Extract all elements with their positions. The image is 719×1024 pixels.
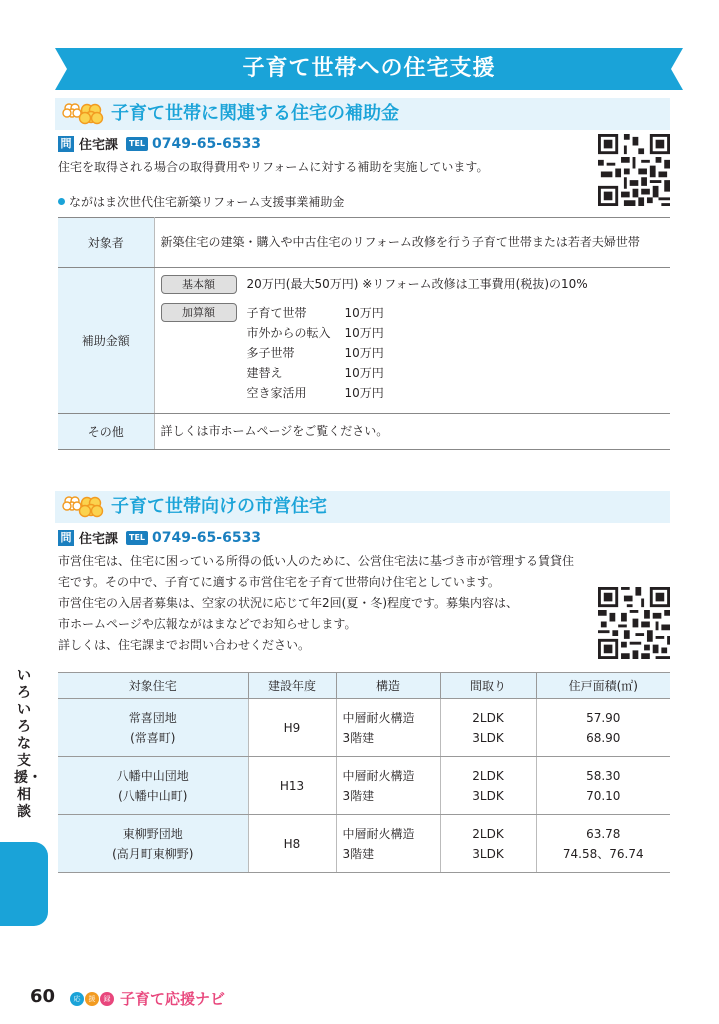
structure-type: 中層耐火構造 [342,826,415,841]
area-cell [536,815,670,873]
area-cell [536,699,670,757]
area-value: 57.90 [586,710,621,725]
housing-description [58,551,670,656]
navi-title: 子育て応援ナビ [120,990,226,1008]
contact-info-2 [58,528,261,547]
area-value: 58.30 [586,768,621,783]
base-amount-row [161,274,665,295]
floor-plan: 3LDK [472,788,504,803]
footer-logo [70,988,225,1009]
floor-plan-cell [440,757,536,815]
tel-number[interactable]: 0749-65-6533 [152,529,262,546]
area-value: 68.90 [586,730,621,745]
add-item-amount: 10万円 [344,386,384,400]
tel-number[interactable]: 0749-65-6533 [152,135,262,152]
structure-floors: 3階建 [342,846,375,861]
list-item [247,303,384,323]
dept-name: 住宅課 [79,532,119,547]
add-amount-pill: 加算額 [161,303,237,322]
add-item-amount: 10万円 [344,326,384,340]
description-line: 詳しくは、住宅課までお問い合わせください。 [58,638,311,652]
add-item-name: 空き家活用 [246,386,307,400]
housing-name: 常喜団地 [128,710,177,725]
housing-name: 八幡中山団地 [116,768,189,783]
add-item-amount: 10万円 [344,366,384,380]
inquiry-badge: 問 [58,530,74,546]
table-row [58,414,670,450]
column-header: 住戸面積(㎡) [536,673,670,699]
column-header: 対象住宅 [58,673,248,699]
section-title-subsidy: 子育て世帯に関連する住宅の補助金 [111,103,399,124]
column-header: 間取り [440,673,536,699]
other-value: 詳しくは市ホームページをご覧ください。 [154,414,670,450]
list-item [247,363,384,383]
add-item-name: 市外からの転入 [246,326,331,340]
qr-code-icon[interactable] [598,587,670,659]
list-item [247,323,384,343]
other-label: その他 [58,414,154,450]
housing-location: (高月町東柳野) [112,846,194,861]
structure-floors: 3階建 [342,788,375,803]
add-item-name: 子育て世帯 [246,306,307,320]
amount-label: 補助金額 [58,268,154,414]
page-banner [55,48,683,90]
structure-type: 中層耐火構造 [342,710,415,725]
subsidy-intro: 住宅を取得される場合の取得費用やリフォームに対する補助を実施しています。 [58,160,489,174]
add-item-name: 建替え [246,366,283,380]
description-line: 市営住宅は、住宅に困っている所得の低い人のために、公営住宅法に基づき市が管理する賃貸住 [58,554,575,568]
housing-name-cell [58,757,248,815]
structure-cell [336,699,440,757]
housing-name-cell [58,815,248,873]
area-cell [536,757,670,815]
inquiry-badge: 問 [58,136,74,152]
floor-plan-cell [440,699,536,757]
table-row [58,218,670,268]
structure-cell [336,815,440,873]
add-item-amount: 10万円 [344,306,384,320]
housing-location: (八幡中山町) [118,788,188,803]
program-name [58,193,344,210]
built-year: H9 [248,699,336,757]
structure-floors: 3階建 [342,730,375,745]
structure-type: 中層耐火構造 [342,768,415,783]
table-header-row [58,673,670,699]
description-line: 市営住宅の入居者募集は、空家の状況に応じて年2回(夏・冬)程度です。募集内容は、 [58,596,519,610]
tel-icon: TEL [126,531,148,545]
table-row [58,815,670,873]
area-value: 74.58、76.74 [562,846,644,861]
floor-plan: 2LDK [472,710,504,725]
list-item [247,343,384,363]
table-row [58,699,670,757]
list-item [247,383,384,403]
base-amount-value: 20万円(最大50万円) ※リフォーム改修は工事費用(税抜)の10% [246,277,588,291]
floor-plan: 3LDK [472,846,504,861]
section-header-subsidy [55,98,670,130]
add-item-amount: 10万円 [344,346,384,360]
side-index-tab[interactable] [0,842,48,926]
qr-code-icon[interactable] [598,134,670,206]
add-amount-list [247,303,384,403]
add-item-name: 多子世帯 [246,346,295,360]
column-header: 建設年度 [248,673,336,699]
amount-value [154,268,670,414]
base-amount-pill: 基本額 [161,275,237,294]
housing-name: 東柳野団地 [122,826,183,841]
target-label: 対象者 [58,218,154,268]
section-title-housing: 子育て世帯向けの市営住宅 [111,496,327,517]
floor-plan: 2LDK [472,826,504,841]
program-label: ながはま次世代住宅新築リフォーム支援事業補助金 [69,195,345,209]
table-row [58,268,670,414]
flower-icon [59,493,107,521]
flower-icon [59,100,107,128]
column-header: 構造 [336,673,440,699]
table-row [58,757,670,815]
tel-icon: TEL [126,137,148,151]
structure-cell [336,757,440,815]
page-number: 60 [30,986,56,1007]
dept-name: 住宅課 [79,138,119,153]
section-header-housing [55,491,670,523]
logo-badge-icon: 援 [85,992,99,1006]
subsidy-table [58,217,670,450]
logo-badge-icon: 録 [100,992,114,1006]
floor-plan: 3LDK [472,730,504,745]
floor-plan-cell [440,815,536,873]
description-line: 市ホームページや広報ながはまなどでお知らせします。 [58,617,357,631]
bullet-dot-icon [58,198,65,205]
built-year: H8 [248,815,336,873]
target-value: 新築住宅の建築・購入や中古住宅のリフォーム改修を行う子育て世帯または若者夫婦世帯 [154,218,670,268]
housing-table [58,672,670,873]
area-value: 70.10 [586,788,621,803]
contact-info-1 [58,134,261,153]
built-year: H13 [248,757,336,815]
side-category-label: いろいろな支援・相談 [14,668,42,820]
add-amount-row [161,303,665,403]
floor-plan: 2LDK [472,768,504,783]
housing-location: (常喜町) [130,730,176,745]
area-value: 63.78 [586,826,621,841]
housing-name-cell [58,699,248,757]
page-title: 子育て世帯への住宅支援 [242,56,496,81]
description-line: 宅です。その中で、子育てに適する市営住宅を子育て世帯向け住宅としています。 [58,575,500,589]
logo-badge-icon: 応 [70,992,84,1006]
